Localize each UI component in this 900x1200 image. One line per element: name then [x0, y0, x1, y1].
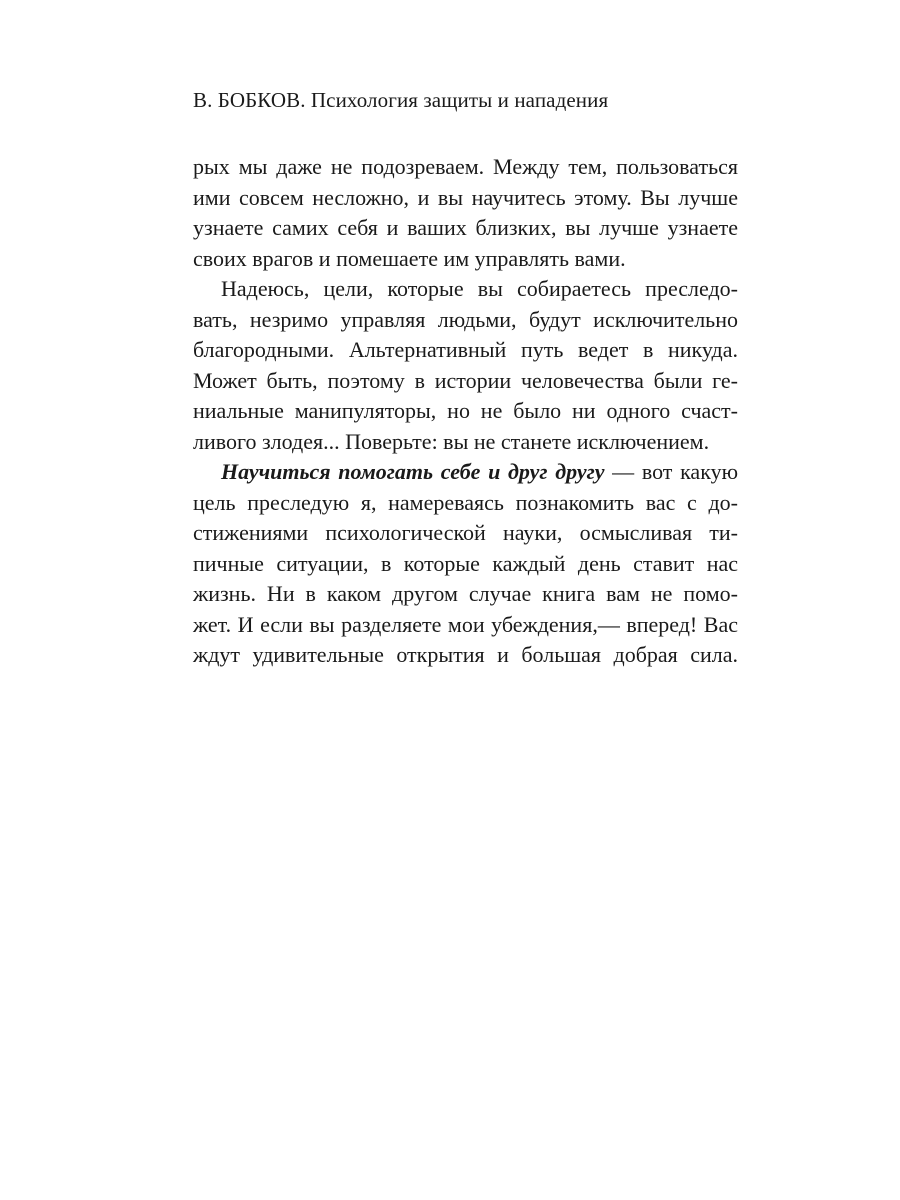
- text-line: цель преследую я, намереваясь познакомить вас с до-: [193, 489, 738, 515]
- text-line-emphasis: [193, 457, 738, 488]
- text-line: пичные ситуации, в которые каждый день ставит нас: [193, 550, 738, 576]
- text-line: Может быть, поэтому в истории человечества были ге-: [193, 367, 738, 393]
- text-line: ими совсем несложно, и вы научитесь этому. Вы лучше: [193, 184, 738, 210]
- text-line: своих врагов и помешаете им управлять вами.: [193, 245, 626, 271]
- text-line: Надеюсь, цели, которые вы собираетесь преследо-: [221, 276, 738, 301]
- running-head: В. БОБКОВ. Психология защиты и нападения: [193, 88, 609, 112]
- text-line: ливого злодея... Поверьте: вы не станете исключением.: [193, 428, 710, 454]
- text-line: ждут удивительные открытия и большая добрая сила.: [193, 642, 738, 667]
- text-line: ниальные манипуляторы, но не было ни одного счаст-: [193, 398, 738, 423]
- text-line: стижениями психологической науки, осмысливая ти-: [193, 520, 738, 545]
- emphasized-phrase: Научиться помогать себе и друг другу: [221, 459, 605, 484]
- body-text: [193, 152, 738, 671]
- text-line: рых мы даже не подозреваем. Между тем, пользоваться: [193, 154, 738, 179]
- text-line: жизнь. Ни в каком другом случае книга вам не помо-: [193, 581, 738, 606]
- text-line: вать, незримо управляя людьми, будут исключительно: [193, 306, 738, 332]
- text-line-rest: — вот какую: [604, 459, 738, 484]
- text-line: жет. И если вы разделяете мои убеждения,— вперед! Вас: [193, 611, 738, 637]
- text-line: узнаете самих себя и ваших близких, вы лучше узнаете: [193, 215, 738, 240]
- text-line: благородными. Альтернативный путь ведет в никуда.: [193, 337, 738, 362]
